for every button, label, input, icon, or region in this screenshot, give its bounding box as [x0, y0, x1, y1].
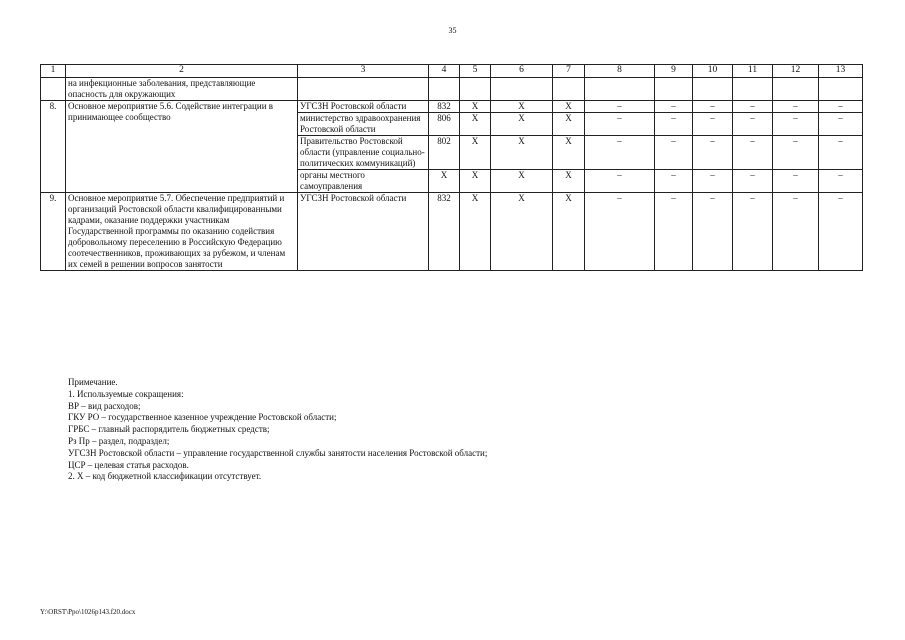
column-number: 10 [693, 65, 733, 78]
executor: УГСЗН Ростовской области [298, 193, 429, 271]
csr-code: X [491, 193, 553, 271]
value-cell [693, 78, 733, 101]
value-cell: – [733, 193, 773, 271]
value-cell [773, 78, 819, 101]
column-number: 9 [655, 65, 693, 78]
csr-code: X [491, 170, 553, 193]
value-cell: – [693, 193, 733, 271]
rzpr-code: X [460, 193, 491, 271]
csr-code: X [491, 136, 553, 170]
vr-code: X [553, 193, 585, 271]
value-cell: – [655, 170, 693, 193]
grbs-code: 802 [429, 136, 460, 170]
table-row [41, 193, 863, 271]
value-cell: – [773, 170, 819, 193]
column-number: 11 [733, 65, 773, 78]
csr-code [491, 78, 553, 101]
column-number: 8 [585, 65, 655, 78]
footer-file-path: Y:\ORST\Ppo\1026p143.f20.docx [40, 608, 136, 616]
value-cell: – [655, 113, 693, 136]
vr-code: X [553, 136, 585, 170]
value-cell: – [733, 113, 773, 136]
grbs-code: 832 [429, 101, 460, 113]
row-number: 9. [41, 193, 66, 271]
column-number: 1 [41, 65, 66, 78]
note-line: 2. Х – код бюджетной классификации отсутствует. [68, 471, 262, 482]
executor: органы местного самоуправления [298, 170, 429, 193]
note-line: ЦСР – целевая статья расходов. [68, 459, 189, 470]
value-cell: – [733, 170, 773, 193]
rzpr-code: X [460, 136, 491, 170]
value-cell: – [655, 193, 693, 271]
note-line: ГРБС – главный распорядитель бюджетных средств; [68, 424, 270, 435]
value-cell: – [693, 170, 733, 193]
notes-section [68, 377, 868, 483]
value-cell [585, 78, 655, 101]
value-cell: – [819, 113, 863, 136]
table-row [41, 101, 863, 113]
value-cell [733, 78, 773, 101]
column-number: 6 [491, 65, 553, 78]
value-cell: – [585, 101, 655, 113]
value-cell: – [655, 101, 693, 113]
value-cell: – [585, 113, 655, 136]
value-cell: – [819, 101, 863, 113]
grbs-code: X [429, 170, 460, 193]
vr-code [553, 78, 585, 101]
value-cell: – [733, 101, 773, 113]
column-number: 4 [429, 65, 460, 78]
activity-name: Основное мероприятие 5.7. Обеспечение предприятий и организаций Ростовской области квалифицированными кадрами, оказание поддержки участникам Государственной программы по оказанию содействия добровольному переселению в Российскую Федерацию соотечественников, проживающих за рубежом, и членам их семей в решении вопросов занятости [66, 193, 298, 271]
column-number-row [41, 65, 863, 78]
rzpr-code: X [460, 170, 491, 193]
value-cell [655, 78, 693, 101]
note-line: ВР – вид расходов; [68, 400, 141, 411]
activity-name: Основное мероприятие 5.6. Содействие интеграции в принимающее сообщество [66, 101, 298, 193]
csr-code: X [491, 113, 553, 136]
value-cell: – [693, 136, 733, 170]
column-number: 7 [553, 65, 585, 78]
value-cell: – [773, 113, 819, 136]
value-cell: – [819, 193, 863, 271]
column-number: 5 [460, 65, 491, 78]
rzpr-code [460, 78, 491, 101]
rzpr-code: X [460, 101, 491, 113]
csr-code: X [491, 101, 553, 113]
value-cell: – [585, 136, 655, 170]
value-cell: – [773, 136, 819, 170]
grbs-code: 832 [429, 193, 460, 271]
grbs-code [429, 78, 460, 101]
value-cell: – [819, 136, 863, 170]
note-line: ГКУ РО – государственное казенное учреждение Ростовской области; [68, 412, 337, 423]
vr-code: X [553, 113, 585, 136]
value-cell: – [655, 136, 693, 170]
note-line: Рз Пр – раздел, подраздел; [68, 435, 170, 446]
grbs-code: 806 [429, 113, 460, 136]
value-cell: – [773, 101, 819, 113]
notes-title: Примечание. [68, 377, 118, 387]
column-number: 2 [66, 65, 298, 78]
value-cell: – [819, 170, 863, 193]
value-cell: – [693, 113, 733, 136]
column-number: 13 [819, 65, 863, 78]
activity-name: на инфекционные заболевания, представляющие опасность для окружающих [66, 78, 298, 101]
value-cell: – [585, 170, 655, 193]
rzpr-code: X [460, 113, 491, 136]
budget-table [40, 64, 863, 271]
table-row [41, 78, 863, 101]
column-number: 12 [773, 65, 819, 78]
row-number: 8. [41, 101, 66, 193]
executor: Правительство Ростовской области (управление социально-политических коммуникаций) [298, 136, 429, 170]
value-cell: – [773, 193, 819, 271]
value-cell [819, 78, 863, 101]
vr-code: X [553, 170, 585, 193]
vr-code: X [553, 101, 585, 113]
page-number: 35 [448, 26, 457, 35]
note-line: 1. Используемые сокращения: [68, 388, 184, 399]
executor: министерство здравоохранения Ростовской области [298, 113, 429, 136]
row-number [41, 78, 66, 101]
value-cell: – [693, 101, 733, 113]
value-cell: – [733, 136, 773, 170]
executor [298, 78, 429, 101]
value-cell: – [585, 193, 655, 271]
executor: УГСЗН Ростовской области [298, 101, 429, 113]
column-number: 3 [298, 65, 429, 78]
note-line: УГСЗН Ростовской области – управление государственной службы занятости населения Ростовской области; [68, 447, 488, 458]
